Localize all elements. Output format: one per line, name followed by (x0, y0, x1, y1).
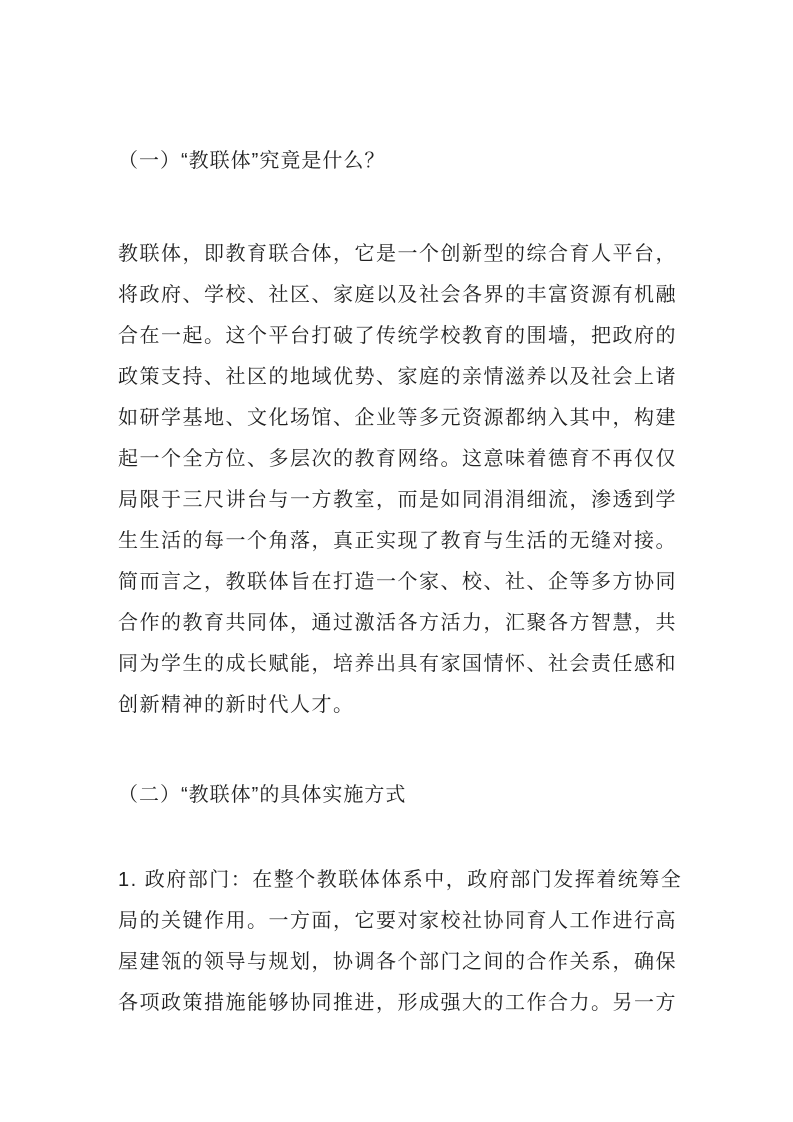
text-line: 生生活的每一个角落，真正实现了教育与生活的无缝对接。 (118, 530, 677, 552)
text-line: 起一个全方位、多层次的教育网络。这意味着德育不再仅仅 (118, 448, 677, 470)
text-line: 局限于三尺讲台与一方教室，而是如同涓涓细流，渗透到学 (118, 489, 677, 511)
text-line: 局的关键作用。一方面，它要对家校社协同育人工作进行高 (118, 910, 677, 932)
section-2-paragraph (118, 860, 681, 1024)
section-1-paragraph (118, 234, 681, 726)
text-line: 屋建瓴的领导与规划，协调各个部门之间的合作关系，确保 (118, 951, 677, 973)
text-line: 合在一起。这个平台打破了传统学校教育的围墙，把政府的 (118, 325, 677, 347)
text-line: 各项政策措施能够协同推进，形成强大的工作合力。另一方 (118, 992, 677, 1014)
text-line: 合作的教育共同体，通过激活各方活力，汇聚各方智慧，共 (118, 612, 677, 634)
text-line: 如研学基地、文化场馆、企业等多元资源都纳入其中，构建 (118, 407, 677, 429)
section-2-heading: （二）“教联体”的具体实施方式 (118, 784, 407, 806)
text-line: 教联体，即教育联合体，它是一个创新型的综合育人平台， (118, 243, 677, 265)
text-line: 简而言之，教联体旨在打造一个家、校、社、企等多方协同 (118, 571, 677, 593)
text-line: 政策支持、社区的地域优势、家庭的亲情滋养以及社会上诸 (118, 366, 677, 388)
text-line: 创新精神的新时代人才。 (118, 694, 355, 716)
text-line: 将政府、学校、社区、家庭以及社会各界的丰富资源有机融 (118, 284, 677, 306)
text-line: 同为学生的成长赋能，培养出具有家国情怀、社会责任感和 (118, 653, 677, 675)
section-1-heading: （一）“教联体”究竟是什么？ (118, 150, 386, 172)
text-line: 1. 政府部门：在整个教联体体系中，政府部门发挥着统筹全 (118, 869, 683, 891)
